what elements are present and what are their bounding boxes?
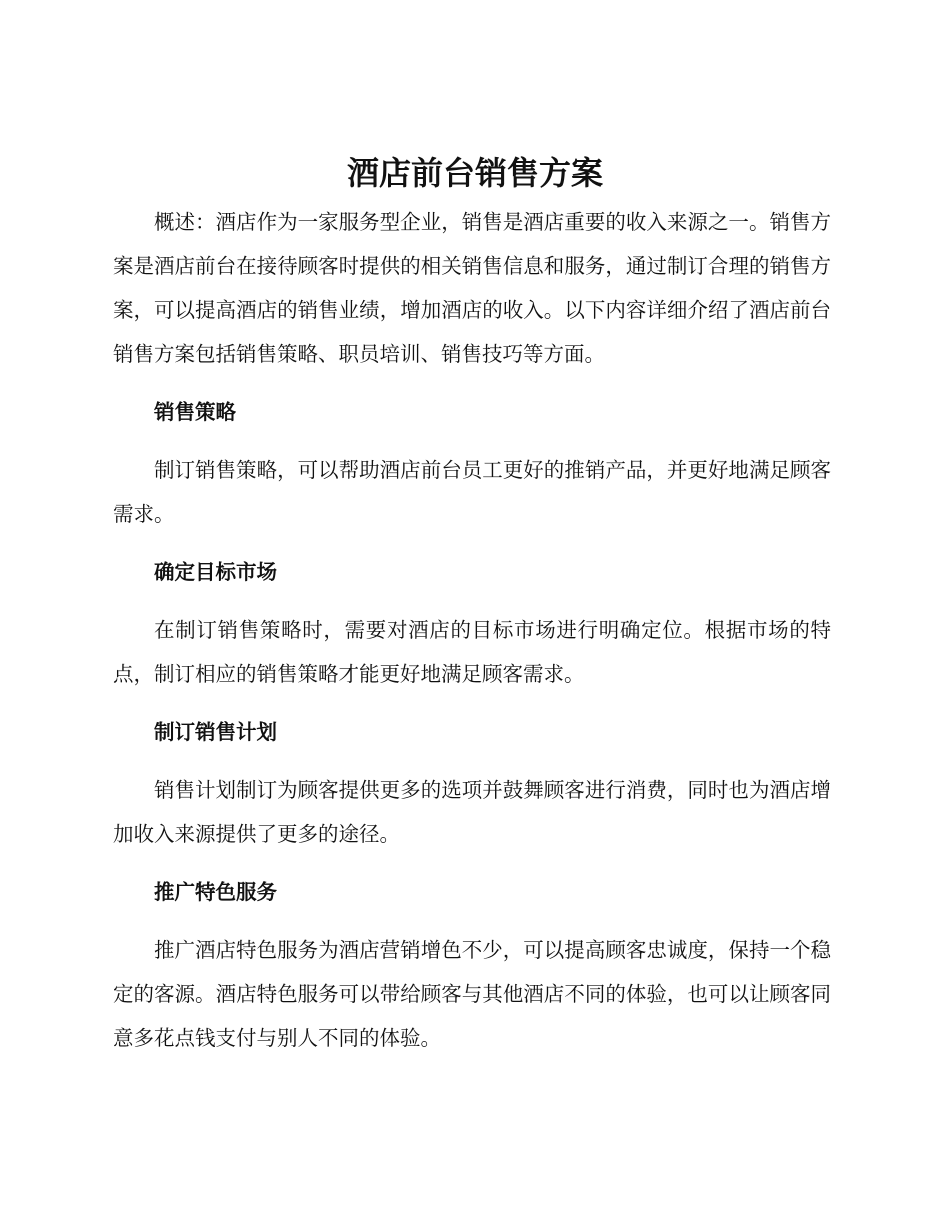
document-body bbox=[113, 200, 831, 1060]
section-heading-target-market: 确定目标市场 bbox=[154, 560, 277, 584]
intro-paragraph: 概述：酒店作为一家服务型企业，销售是酒店重要的收入来源之一。销售方案是酒店前台在接待顾客时提供的相关销售信息和服务，通过制订合理的销售方案，可以提高酒店的销售业绩，增加酒店的收入。以下内容详细介绍了酒店前台销售方案包括销售策略、职员培训、销售技巧等方面。 bbox=[113, 210, 831, 366]
section-heading-sales-plan: 制订销售计划 bbox=[154, 720, 277, 744]
section-text-sales-strategy: 制订销售策略，可以帮助酒店前台员工更好的推销产品，并更好地满足顾客需求。 bbox=[113, 458, 831, 526]
section-text-sales-plan: 销售计划制订为顾客提供更多的选项并鼓舞顾客进行消费，同时也为酒店增加收入来源提供了更多的途径。 bbox=[113, 778, 831, 846]
document-title: 酒店前台销售方案 bbox=[346, 154, 603, 192]
section-text-featured-services: 推广酒店特色服务为酒店营销增色不少，可以提高顾客忠诚度，保持一个稳定的客源。酒店特色服务可以带给顾客与其他酒店不同的体验，也可以让顾客同意多花点钱支付与别人不同的体验。 bbox=[113, 938, 831, 1050]
section-heading-featured-services: 推广特色服务 bbox=[154, 880, 277, 904]
section-text-target-market: 在制订销售策略时，需要对酒店的目标市场进行明确定位。根据市场的特点，制订相应的销售策略才能更好地满足顾客需求。 bbox=[113, 618, 831, 686]
section-heading-sales-strategy: 销售策略 bbox=[154, 400, 236, 424]
